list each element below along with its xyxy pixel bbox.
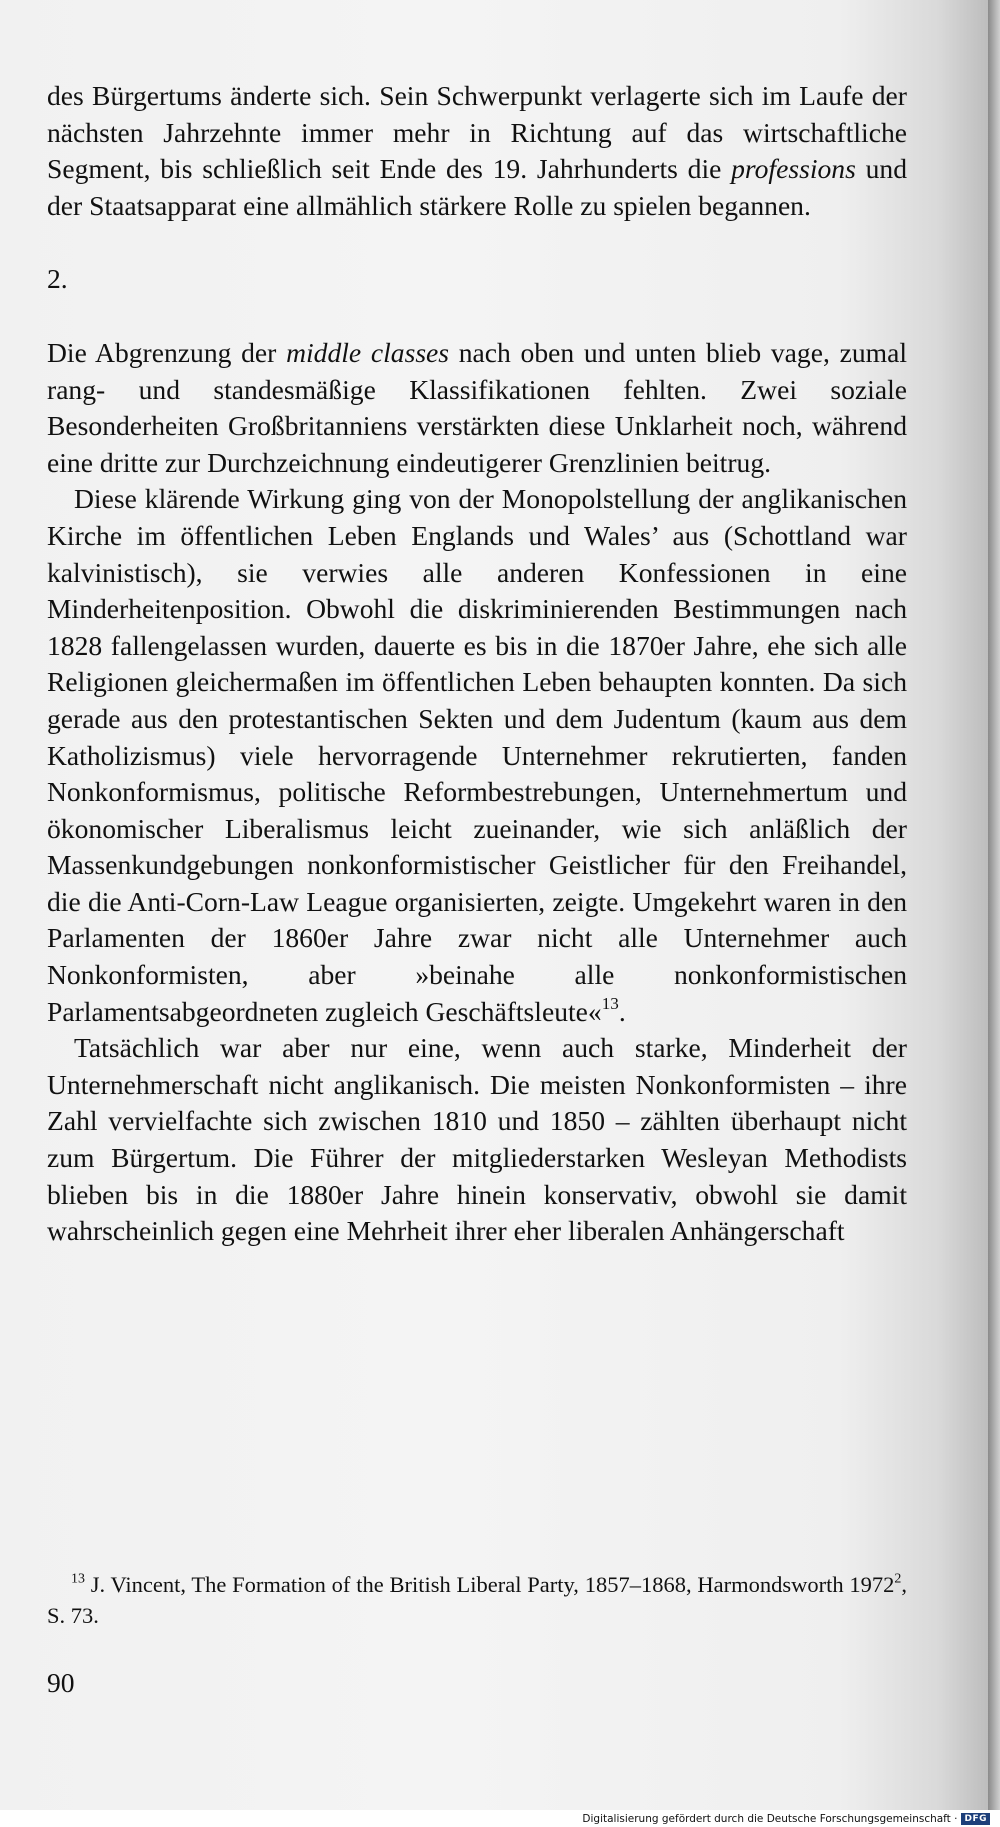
paragraph-4: Tatsächlich war aber nur eine, wenn auch starke, Minderheit der Unternehmerschaft nicht anglikanisch. Die meisten Nonkonformisten – ihre Zahl vervielfachte sich zwischen 1810 und 1850 – zählten überhaupt nicht zum Bürgertum. Die Führer der mitgliederstarken Wesleyan Methodists blieben bis in die 1880er Jahre hinein konservativ, obwohl sie damit wahrscheinlich gegen eine Mehrheit ihrer eher liberalen Anhängerschaft xyxy=(47,1032,907,1247)
dfg-logo-icon: DFG xyxy=(961,1813,990,1825)
paragraph-3-text-b: . xyxy=(618,995,626,1027)
footnote-text-b: , S. 73. xyxy=(47,1572,907,1628)
credit-text: Digitalisierung gefördert durch die Deutsche Forschungsgemeinschaft · xyxy=(582,1813,958,1825)
footnote-13 xyxy=(47,1569,907,1631)
digitization-credit xyxy=(582,1813,990,1825)
paragraph-2-text-b: nach oben und unten blieb vage, zumal rang- und standesmäßige Klassifikationen fehlten. Zwei soziale Besonderheiten Großbritanniens verstärkten diese Unklarheit noch, während eine dritte zur Durchzeichnung eindeutigerer Grenzlinien beitrug. xyxy=(47,336,907,478)
paragraph-2-text-a: Die Abgrenzung der xyxy=(47,336,287,368)
section-number: 2. xyxy=(47,263,68,295)
paragraph-1-text-a: des Bürgertums änderte sich. Sein Schwerpunkt verlagerte sich im Laufe der nächsten Jahrzehnte immer mehr in Richtung auf das wirtschaftliche Segment, bis schließlich seit Ende des 19. Jahrhunderts die xyxy=(47,80,907,185)
body-text xyxy=(47,78,907,1250)
paragraph-3 xyxy=(47,481,907,1030)
footnote-edition-superscript: 2 xyxy=(894,1571,902,1587)
paragraph-3-text-a: Diese klärende Wirkung ging von der Monopolstellung der anglikanischen Kirche im öffentlichen Leben Englands und Wales’ aus (Schottland war kalvinistisch), sie verwies alle anderen Konfessionen in eine Minderheitenposition. Obwohl die diskriminierenden Bestimmungen nach 1828 fallengelassen wurden, dauerte es bis in die 1870er Jahre, ehe sich alle Religionen gleichermaßen im öffentlichen Leben behaupten konnten. Da sich gerade aus den protestantischen Sekten und dem Judentum (kaum aus dem Katholizismus) viele hervorragende Unternehmer rekrutierten, fanden Nonkonformismus, politische Reformbestrebungen, Unternehmertum und ökonomischer Liberalismus leicht zueinander, wie sich anläßlich der Massenkundgebungen nonkonformistischer Geistlicher für den Freihandel, die die Anti-Corn-Law League organisierten, zeigte. Umgekehrt waren in den Parlamenten der 1860er Jahre zwar nicht alle Unternehmer auch Nonkonformisten, aber »beinahe alle nonkonformistischen Parlamentsabgeordneten zugleich Geschäftsleute« xyxy=(47,483,907,1027)
footnote-text-a: J. Vincent, The Formation of the British Liberal Party, 1857–1868, Harmondsworth 1972 xyxy=(84,1572,895,1597)
page-edge-shadow xyxy=(988,0,1000,1810)
footnote-marker: 13 xyxy=(71,1571,85,1587)
paragraph-1-emphasis: professions xyxy=(731,153,856,185)
paragraph-2 xyxy=(47,335,907,481)
paragraph-1-text-b: und der Staatsapparat eine allmählich stärkere Rolle zu spielen begannen. xyxy=(47,153,907,221)
footnote-reference-13: 13 xyxy=(601,993,619,1013)
page-number: 90 xyxy=(47,1667,75,1698)
paragraph-2-emphasis: middle classes xyxy=(286,336,450,368)
paragraph-1 xyxy=(47,78,907,224)
